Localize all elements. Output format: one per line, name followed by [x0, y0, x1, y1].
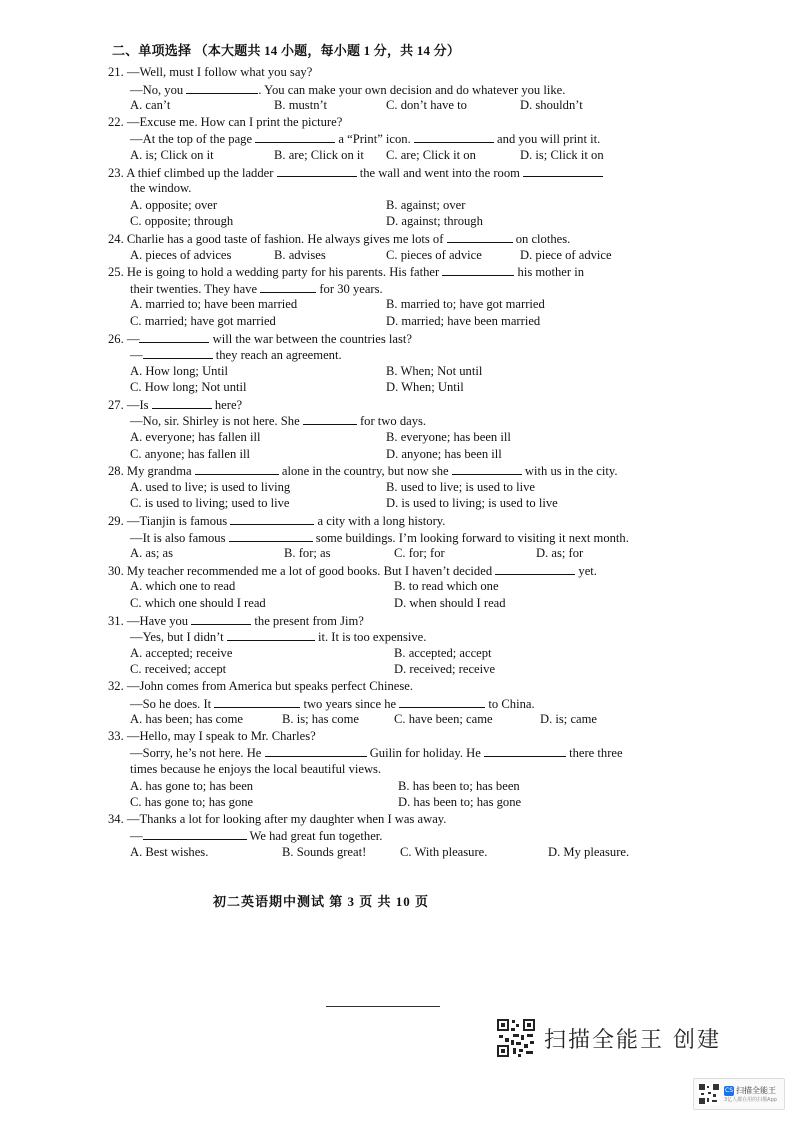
- text-segment: [130, 363, 228, 380]
- text-segment: [548, 844, 629, 861]
- text-segment: [386, 97, 467, 114]
- segment-text: 23. A thief climbed up the ladder: [108, 165, 277, 180]
- segment-text: their twenties. They have: [130, 281, 261, 296]
- text-segment: [130, 446, 250, 463]
- text-segment: [540, 711, 597, 728]
- text-segment: [394, 661, 495, 678]
- text-segment: [108, 462, 618, 480]
- question-line: [108, 811, 712, 828]
- segment-text: B. advises: [274, 247, 326, 262]
- segment-text: D. has been to; has gone: [398, 795, 522, 810]
- question-line: [108, 396, 712, 413]
- text-segment: [108, 612, 364, 630]
- question-line: [108, 462, 712, 479]
- text-segment: [394, 711, 493, 728]
- text-segment: [130, 280, 383, 298]
- question-line: [112, 313, 712, 330]
- text-segment: [386, 379, 464, 396]
- text-segment: [130, 545, 173, 562]
- question-line: [112, 213, 712, 230]
- divider-line: [326, 1006, 440, 1007]
- question-line: [112, 578, 712, 595]
- segment-text: 32. —John comes from America but speaks perfect Chinese.: [108, 678, 413, 693]
- text-segment: [130, 794, 253, 811]
- segment-text: C. for; for: [394, 546, 445, 561]
- segment-text: B. everyone; has been ill: [386, 430, 511, 445]
- text-segment: [130, 495, 290, 512]
- text-segment: [130, 429, 260, 446]
- question-line: [112, 197, 712, 214]
- text-segment: [386, 247, 482, 264]
- segment-text: and you will print it.: [493, 132, 601, 147]
- text-segment: [386, 313, 540, 330]
- question-line: [112, 545, 712, 562]
- question-line: [112, 844, 712, 861]
- text-segment: [386, 213, 483, 230]
- segment-text: A. How long; Until: [130, 363, 228, 378]
- segment-text: yet.: [575, 563, 597, 578]
- segment-text: —No, you: [130, 82, 187, 97]
- segment-text: 26. —: [108, 331, 140, 346]
- segment-text: A. married to; have been married: [130, 297, 298, 312]
- segment-text: 21. —Well, must I follow what you say?: [108, 65, 313, 79]
- badge-title: 扫描全能王: [736, 1086, 776, 1095]
- segment-text: 22. —Excuse me. How can I print the picture?: [108, 114, 343, 129]
- badge-subtitle: 3亿人都在用的扫描App: [724, 1097, 777, 1103]
- segment-text: B. for; as: [284, 546, 331, 561]
- question-line: [108, 330, 712, 347]
- question-line: [112, 645, 712, 662]
- segment-text: 31. —Have you: [108, 613, 192, 628]
- segment-text: for two days.: [356, 414, 427, 429]
- segment-text: it. It is too expensive.: [314, 630, 427, 645]
- question-line: [112, 130, 712, 147]
- segment-text: B. against; over: [386, 197, 466, 212]
- segment-text: B. mustn’t: [274, 98, 327, 113]
- answer-blank: [229, 529, 313, 542]
- text-segment: [108, 678, 413, 695]
- text-segment: [130, 778, 253, 795]
- segment-text: D. When; Until: [386, 380, 464, 395]
- segment-text: D. My pleasure.: [548, 844, 630, 859]
- segment-text: A. Best wishes.: [130, 844, 209, 859]
- question-line: [112, 761, 712, 778]
- segment-text: B. has been to; has been: [398, 778, 520, 793]
- segment-text: B. used to live; is used to live: [386, 479, 536, 494]
- text-segment: [130, 180, 191, 197]
- question-line: [112, 247, 712, 264]
- text-segment: [130, 645, 232, 662]
- segment-text: D. is; Click it on: [520, 147, 604, 162]
- segment-text: D. shouldn’t: [520, 98, 583, 113]
- segment-text: A. can’t: [130, 98, 171, 113]
- text-segment: [130, 313, 276, 330]
- text-segment: [386, 429, 511, 446]
- segment-text: C. have been; came: [394, 712, 493, 727]
- segment-text: 24. Charlie has a good taste of fashion. He always gives me lots of: [108, 231, 447, 246]
- text-segment: [130, 628, 426, 646]
- segment-text: his mother in: [514, 265, 584, 280]
- answer-blank: [452, 462, 522, 475]
- text-segment: [108, 396, 242, 414]
- segment-text: for 30 years.: [316, 281, 383, 296]
- question-line: [112, 778, 712, 795]
- answer-blank: [152, 396, 212, 409]
- segment-text: D. when should I read: [394, 596, 506, 610]
- segment-text: the wall and went into the room: [356, 165, 524, 180]
- text-segment: [108, 811, 446, 828]
- question-line: [112, 280, 712, 297]
- segment-text: A. has gone to; has been: [130, 778, 254, 793]
- text-segment: [386, 363, 482, 380]
- text-segment: [130, 744, 623, 762]
- text-segment: [130, 379, 247, 396]
- question-line: [112, 595, 712, 612]
- question-line: [112, 495, 712, 512]
- question-line: [112, 695, 712, 712]
- brand-logo-text: 扫描全能王 创建: [544, 1027, 721, 1053]
- text-segment: [394, 595, 506, 612]
- segment-text: C. pieces of advice: [386, 247, 482, 262]
- segment-text: A. which one to read: [130, 579, 236, 594]
- text-segment: [130, 147, 214, 164]
- answer-blank: [195, 462, 279, 475]
- segment-text: 30. My teacher recommended me a lot of good books. But I haven’t decided: [108, 563, 496, 578]
- answer-blank: [265, 744, 367, 757]
- segment-text: D. is; came: [540, 712, 598, 727]
- segment-text: will the war between the countries last?: [209, 331, 412, 346]
- question-line: [112, 794, 712, 811]
- segment-text: C. With pleasure.: [400, 844, 488, 859]
- segment-text: —So he does. It: [130, 696, 215, 711]
- answer-blank: [143, 827, 247, 840]
- segment-text: with us in the city.: [521, 464, 618, 479]
- segment-text: C. which one should I read: [130, 596, 266, 610]
- segment-text: a “Print” icon.: [335, 132, 414, 147]
- text-segment: [108, 562, 597, 580]
- text-segment: [130, 81, 565, 99]
- text-segment: [130, 761, 381, 778]
- segment-text: there three: [565, 746, 623, 761]
- segment-text: D. married; have been married: [386, 313, 541, 328]
- question-line: [112, 827, 712, 844]
- text-segment: [130, 346, 342, 364]
- segment-text: A. is; Click on it: [130, 147, 214, 162]
- text-segment: [108, 330, 412, 348]
- text-segment: [386, 495, 558, 512]
- text-segment: [130, 130, 600, 148]
- answer-blank: [186, 81, 258, 94]
- section-title: 二、单项选择 （本大题共 14 小题，每小题 1 分，共 14 分）: [112, 43, 461, 58]
- text-segment: [386, 147, 476, 164]
- text-segment: [130, 827, 382, 845]
- segment-text: C. is used to living; used to live: [130, 496, 290, 511]
- segment-text: some buildings. I’m looking forward to visiting it next month.: [312, 530, 629, 545]
- question-line: [112, 529, 712, 546]
- segment-text: 34. —Thanks a lot for looking after my daughter when I was away.: [108, 811, 447, 826]
- camscanner-icon: CS: [725, 1086, 733, 1094]
- segment-text: A. used to live; is used to living: [130, 479, 291, 494]
- segment-text: D. anyone; has been ill: [386, 446, 502, 461]
- text-segment: [108, 64, 312, 81]
- text-segment: [130, 695, 535, 713]
- answer-blank: [399, 695, 485, 708]
- segment-text: B. accepted; accept: [394, 645, 492, 660]
- answer-blank: [495, 562, 575, 575]
- segment-text: B. is; has come: [282, 712, 359, 727]
- segment-text: A. as; as: [130, 546, 174, 561]
- segment-text: C. How long; Not until: [130, 380, 247, 395]
- segment-text: C. are; Click it on: [386, 147, 476, 162]
- mini-qr-code-icon: [698, 1083, 720, 1105]
- text-segment: [130, 213, 233, 230]
- text-segment: [394, 545, 445, 562]
- segment-text: D. piece of advice: [520, 247, 612, 262]
- question-line: [108, 612, 712, 629]
- question-line: [112, 661, 712, 678]
- question-line: [108, 164, 712, 181]
- text-segment: [130, 296, 297, 313]
- text-segment: [274, 147, 364, 164]
- text-segment: [130, 578, 235, 595]
- text-segment: [520, 247, 612, 264]
- segment-text: —No, sir. Shirley is not here. She: [130, 414, 303, 429]
- text-segment: [386, 296, 545, 313]
- segment-text: A. opposite; over: [130, 197, 218, 212]
- question-line: [112, 180, 712, 197]
- text-segment: [130, 412, 426, 430]
- segment-text: Guilin for holiday. He: [366, 746, 484, 761]
- segment-text: D. is used to living; is used to live: [386, 496, 558, 511]
- segment-text: We had great fun together.: [246, 829, 383, 844]
- text-segment: [130, 197, 217, 214]
- segment-text: —At the top of the page: [130, 132, 256, 147]
- text-segment: [130, 711, 243, 728]
- answer-blank: [230, 512, 314, 525]
- segment-text: C. received; accept: [130, 662, 227, 677]
- segment-text: . You can make your own decision and do whatever you like.: [258, 82, 566, 97]
- text-segment: [394, 645, 492, 662]
- segment-text: 27. —Is: [108, 397, 152, 412]
- answer-blank: [414, 130, 494, 143]
- segment-text: C. married; have got married: [130, 313, 276, 328]
- segment-text: 25. He is going to hold a wedding party for his parents. His father: [108, 265, 443, 280]
- question-line: [108, 114, 712, 131]
- text-segment: [274, 247, 326, 264]
- segment-text: they reach an agreement.: [212, 348, 342, 363]
- text-segment: [108, 263, 584, 281]
- segment-text: 28. My grandma: [108, 464, 195, 479]
- text-segment: [386, 446, 502, 463]
- segment-text: alone in the country, but now she: [278, 464, 452, 479]
- answer-blank: [260, 280, 316, 293]
- question-line: [108, 512, 712, 529]
- question-list: [108, 64, 712, 861]
- question-line: [112, 479, 712, 496]
- segment-text: —: [130, 829, 143, 844]
- question-line: [112, 363, 712, 380]
- question-line: [108, 64, 712, 81]
- text-segment: [398, 778, 520, 795]
- answer-blank: [303, 412, 357, 425]
- text-segment: [108, 728, 316, 745]
- question-line: [112, 97, 712, 114]
- segment-text: —Yes, but I didn’t: [130, 630, 227, 645]
- text-segment: [520, 97, 583, 114]
- answer-blank: [227, 628, 315, 641]
- text-segment: [398, 794, 521, 811]
- answer-blank: [191, 612, 251, 625]
- text-segment: [520, 147, 604, 164]
- question-line: [112, 296, 712, 313]
- segment-text: C. opposite; through: [130, 214, 234, 229]
- answer-blank: [442, 263, 514, 276]
- qr-code-icon: [496, 1018, 536, 1058]
- answer-blank: [484, 744, 566, 757]
- text-segment: [274, 97, 327, 114]
- camscanner-watermark: [496, 1016, 721, 1060]
- segment-text: D. received; receive: [394, 662, 496, 677]
- text-segment: [394, 578, 499, 595]
- question-line: [112, 446, 712, 463]
- question-line: [112, 412, 712, 429]
- segment-text: A. pieces of advices: [130, 247, 232, 262]
- segment-text: A. has been; has come: [130, 712, 243, 727]
- segment-text: —: [130, 348, 143, 363]
- segment-text: C. anyone; has fallen ill: [130, 446, 250, 461]
- segment-text: C. has gone to; has gone: [130, 795, 254, 810]
- segment-text: the window.: [130, 181, 192, 196]
- text-segment: [108, 512, 445, 530]
- segment-text: D. as; for: [536, 546, 584, 561]
- segment-text: B. are; Click on it: [274, 147, 364, 162]
- segment-text: B. When; Not until: [386, 363, 483, 378]
- segment-text: to China.: [485, 696, 535, 711]
- text-segment: [130, 529, 629, 547]
- segment-text: —It is also famous: [130, 530, 229, 545]
- segment-text: B. to read which one: [394, 579, 499, 594]
- segment-text: B. Sounds great!: [282, 844, 367, 859]
- segment-text: here?: [211, 397, 243, 412]
- answer-blank: [214, 695, 300, 708]
- text-segment: [108, 230, 570, 248]
- page-footer: 初二英语期中测试 第 3 页 共 10 页: [213, 894, 430, 909]
- text-segment: [130, 97, 170, 114]
- answer-blank: [143, 346, 213, 359]
- question-line: [108, 263, 712, 280]
- text-segment: [536, 545, 583, 562]
- segment-text: a city with a long history.: [314, 514, 446, 529]
- text-segment: [386, 479, 535, 496]
- question-line: [112, 346, 712, 363]
- answer-blank: [139, 330, 209, 343]
- segment-text: 33. —Hello, may I speak to Mr. Charles?: [108, 728, 316, 743]
- text-segment: [130, 479, 290, 496]
- answer-blank: [255, 130, 335, 143]
- question-line: [112, 147, 712, 164]
- text-segment: [130, 247, 231, 264]
- question-line: [112, 429, 712, 446]
- answer-blank: [447, 230, 513, 243]
- text-segment: [130, 595, 266, 612]
- question-line: [112, 628, 712, 645]
- text-segment: [386, 197, 465, 214]
- text-segment: [108, 114, 342, 131]
- question-line: [112, 379, 712, 396]
- segment-text: A. everyone; has fallen ill: [130, 430, 261, 445]
- segment-text: 29. —Tianjin is famous: [108, 514, 231, 529]
- segment-text: times because he enjoys the local beautiful views.: [130, 761, 382, 776]
- text-segment: [108, 164, 603, 182]
- segment-text: C. don’t have to: [386, 98, 467, 113]
- text-segment: [130, 844, 208, 861]
- question-line: [108, 230, 712, 247]
- text-segment: [282, 711, 359, 728]
- question-line: [112, 744, 712, 761]
- answer-blank: [277, 164, 357, 177]
- question-line: [112, 81, 712, 98]
- text-segment: [130, 661, 226, 678]
- segment-text: two years since he: [300, 696, 400, 711]
- segment-text: the present from Jim?: [251, 613, 364, 628]
- app-badge: [693, 1078, 785, 1110]
- segment-text: D. against; through: [386, 214, 483, 229]
- question-line: [108, 562, 712, 579]
- question-line: [108, 678, 712, 695]
- answer-blank: [523, 164, 603, 177]
- text-segment: [284, 545, 331, 562]
- segment-text: on clothes.: [512, 231, 571, 246]
- segment-text: —Sorry, he’s not here. He: [130, 746, 265, 761]
- text-segment: [400, 844, 487, 861]
- text-segment: [282, 844, 366, 861]
- question-line: [108, 728, 712, 745]
- segment-text: A. accepted; receive: [130, 645, 233, 660]
- question-line: [112, 711, 712, 728]
- segment-text: B. married to; have got married: [386, 297, 545, 312]
